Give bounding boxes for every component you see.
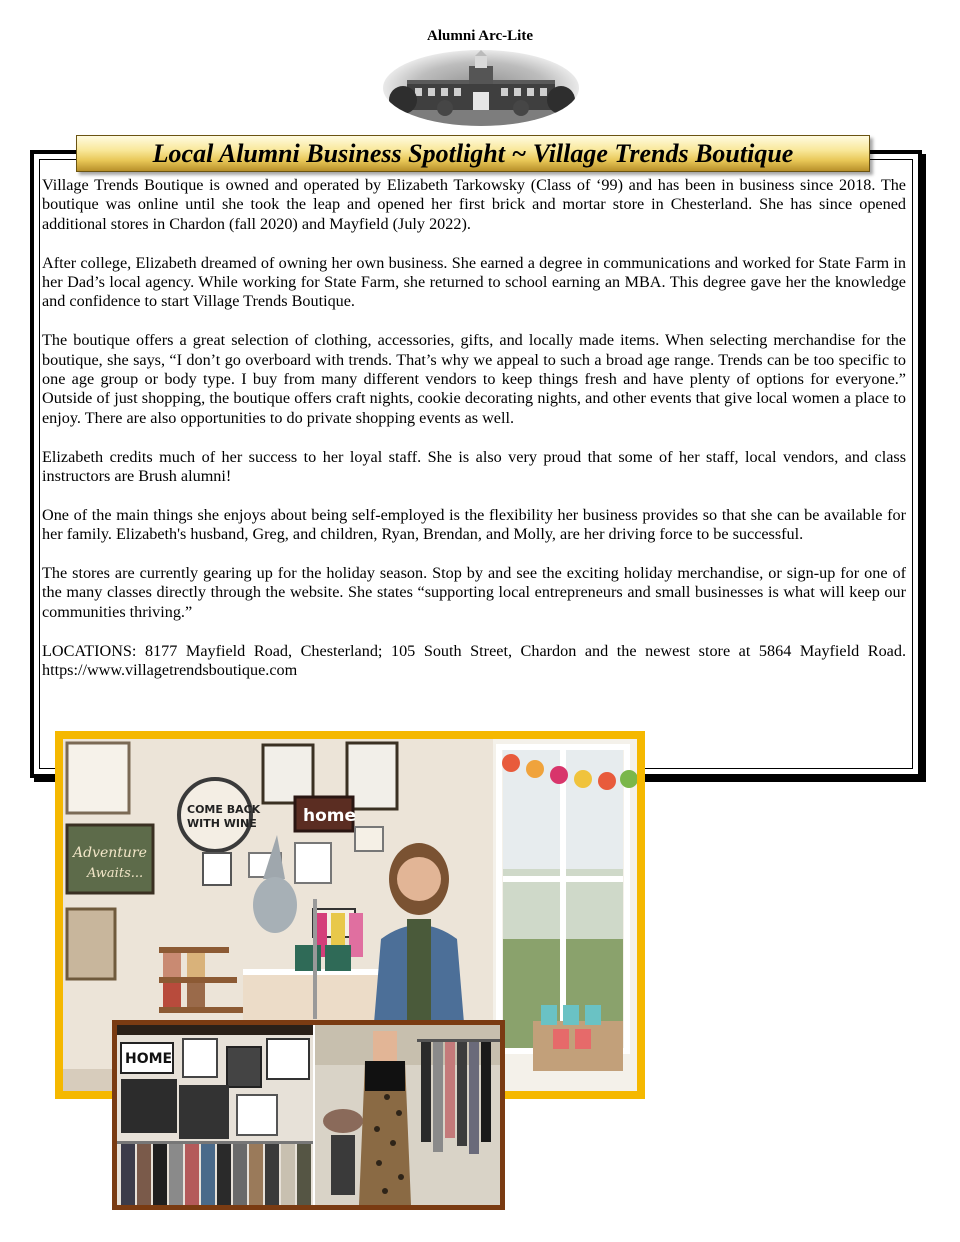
- masthead-title: Alumni Arc-Lite: [427, 28, 533, 44]
- paragraph-intro: Village Trends Boutique is owned and operated by Elizabeth Tarkowsky (Class of ‘99) and has been in business since 2018. The boutique was online until she took the leap and opened her first brick and mortar store in Chesterland. She has since opened additional stores in Chardon (fall 2020) and Mayfield (July 2022).: [42, 176, 906, 233]
- school-building-photo: [383, 50, 579, 126]
- spotlight-banner: Local Alumni Business Spotlight ~ Village Trends Boutique: [76, 135, 870, 172]
- paragraph-family: One of the main things she enjoys about being self-employed is the flexibility her business provides so that she can be available for her family. Elizabeth's husband, Greg, and children, Ryan, Brendan, and Molly, are her driving force to be successful.: [42, 505, 906, 544]
- paragraph-background: After college, Elizabeth dreamed of owning her own business. She earned a degree in communications and worked for State Farm in her Dad’s local agency. While working for State Farm, she returned to school earning an MBA. This degree gave her the knowledge and confidence to start Village Trends Boutique.: [42, 253, 906, 311]
- paragraph-locations: LOCATIONS: 8177 Mayfield Road, Chesterland; 105 South Street, Chardon and the newest store at 5864 Mayfield Road. https://www.villagetrendsboutique.com: [42, 641, 906, 680]
- paragraph-holiday: The stores are currently gearing up for the holiday season. Stop by and see the exciting holiday merchandise, or sign-up for one of the many classes directly through the website. She states “supporting local entrepreneurs and small businesses is what will keep our communities thriving.”: [42, 564, 906, 621]
- home-sign-text: home: [303, 806, 357, 826]
- home-letters-sign-text: HOME: [125, 1051, 173, 1067]
- adventure-sign-text: Adventure: [73, 845, 147, 861]
- boutique-clothing-collage: [112, 1020, 505, 1210]
- come-back-sign-text: COME BACK: [187, 803, 261, 816]
- article-body: [42, 176, 906, 680]
- awaits-sign-text: Awaits...: [87, 866, 144, 881]
- with-wine-sign-text: WITH WINE: [187, 817, 257, 830]
- paragraph-staff: Elizabeth credits much of her success to her loyal staff. She is also very proud that some of her staff, local vendors, and class instructors are Brush alumni!: [42, 447, 906, 486]
- paragraph-offerings: The boutique offers a great selection of clothing, accessories, gifts, and locally made items. When selecting merchandise for the boutique, she says, “I don’t go overboard with trends. That’s why we appeal to such a broad age range. Trends can be too specific to one age group or body type. I buy from many different vendors to keep things fresh and have plenty of options for everyone.” Outside of just shopping, the boutique offers craft nights, cookie decorating nights, and other events that give local women a place to enjoy. There are also opportunities to do private shopping events as well.: [42, 331, 906, 427]
